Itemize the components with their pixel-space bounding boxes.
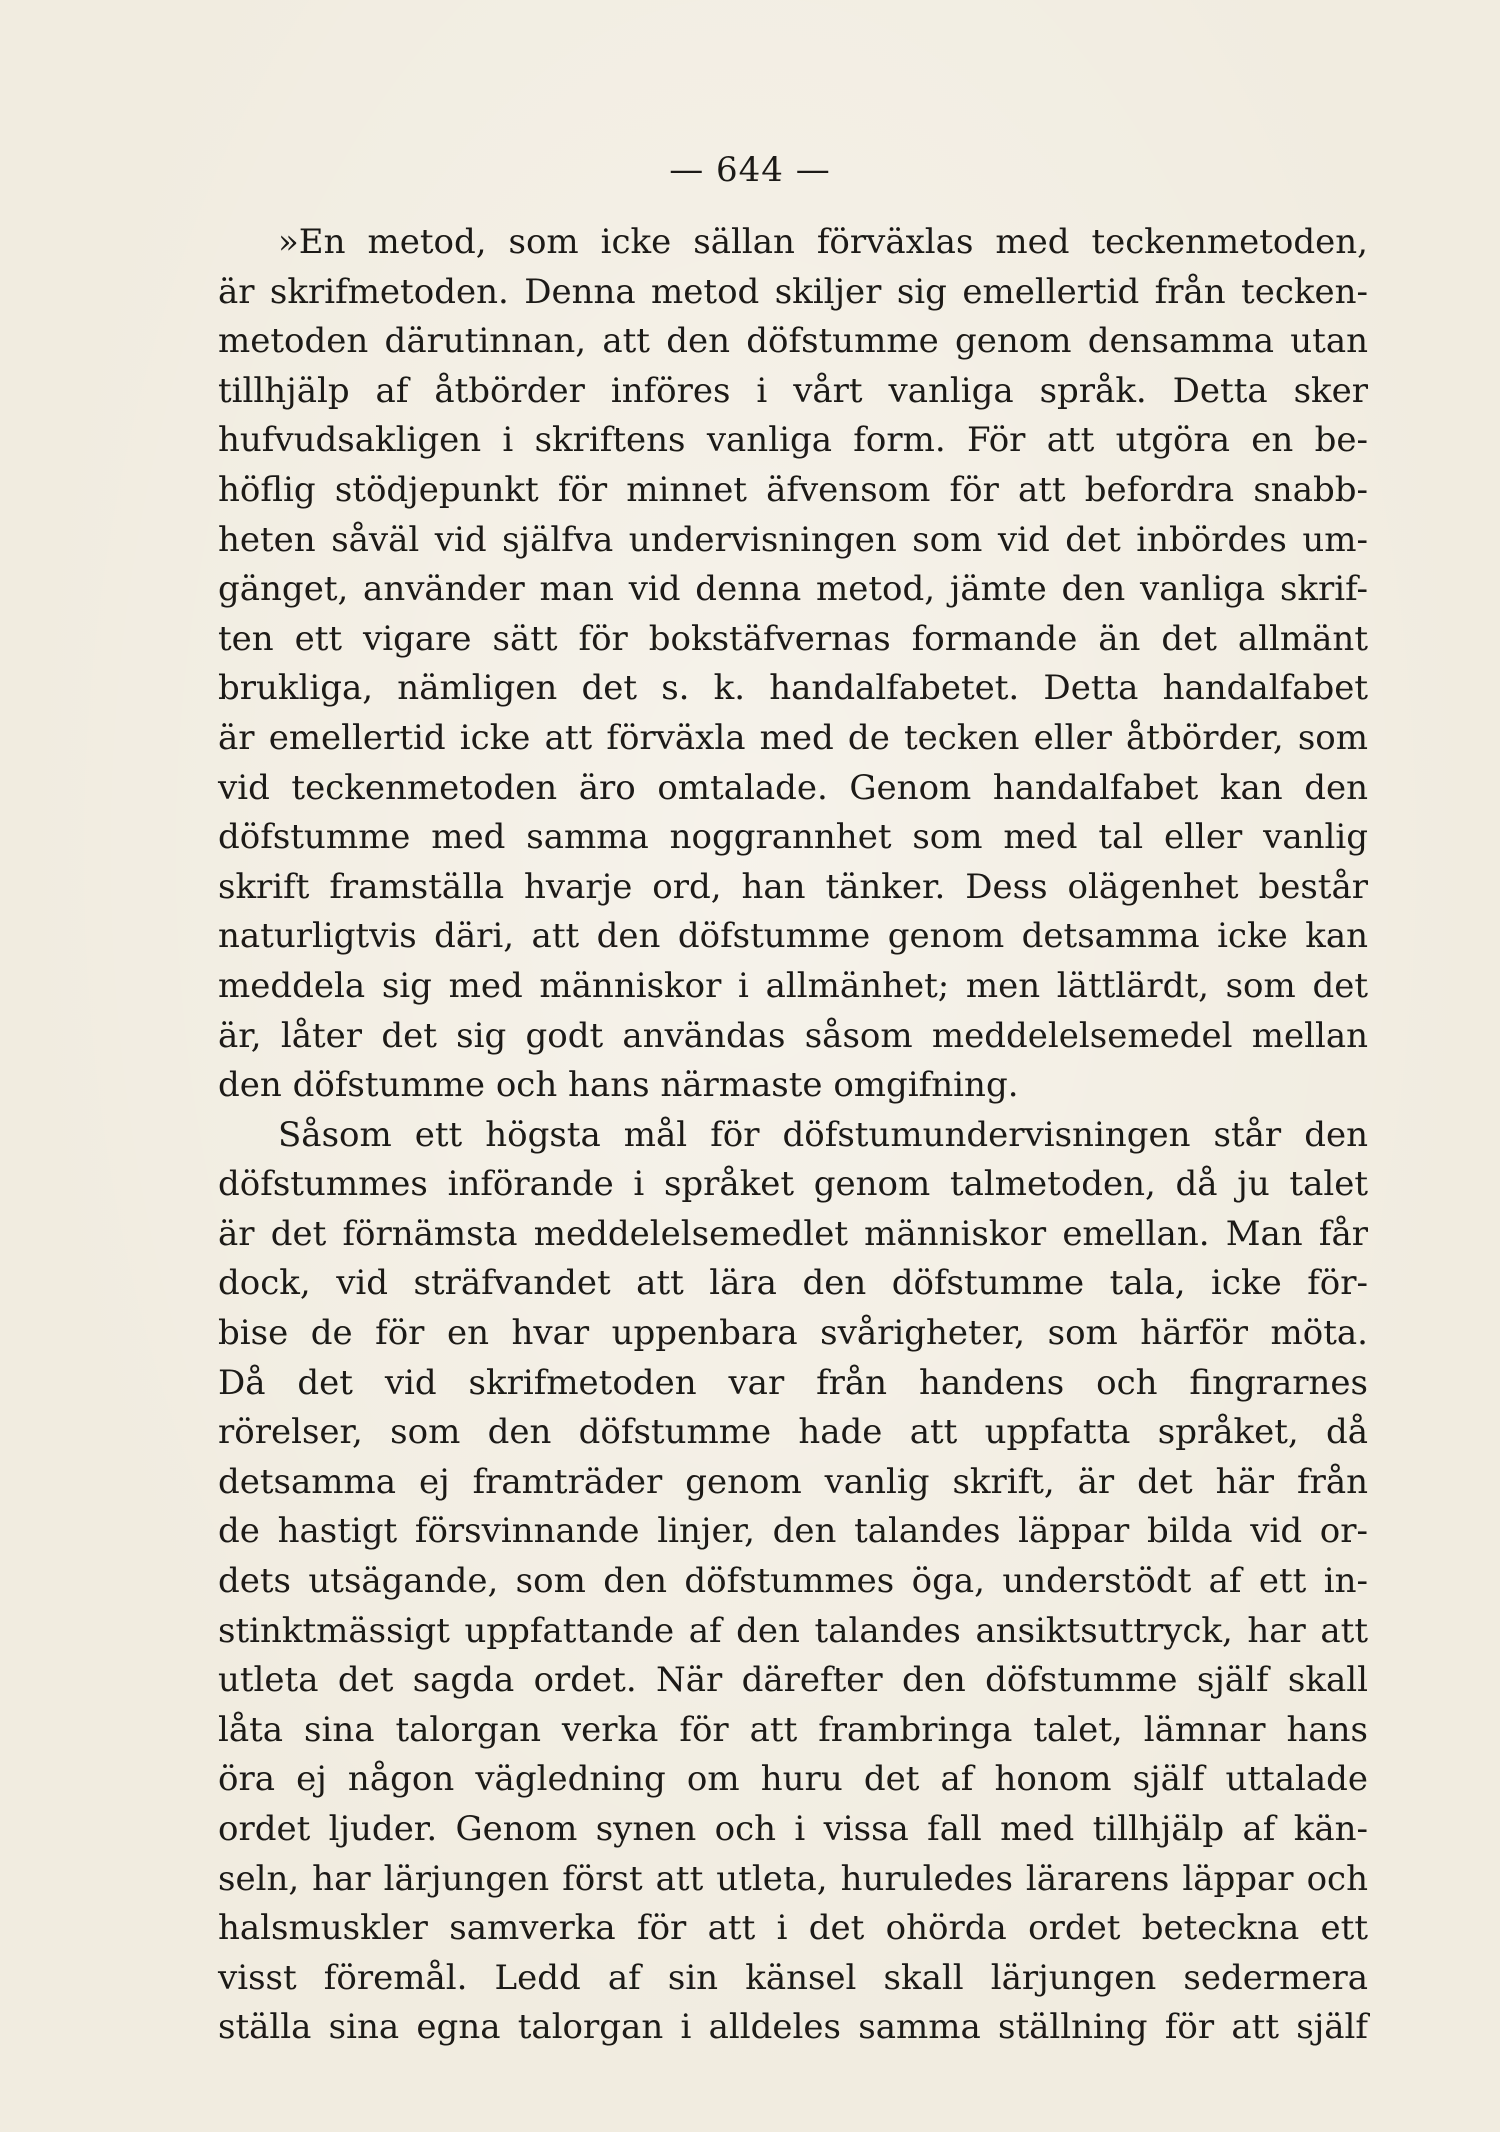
text-line: den döfstumme och hans närmaste omgifning. [218,1065,1019,1106]
text-line: skrift framställa hvarje ord, han tänker. Dess olägenhet består [218,866,1368,907]
text-line: heten såväl vid själfva undervisningen som vid det inbördes um- [218,519,1368,560]
text-line: höflig stödjepunkt för minnet äfvensom för att befordra snabb- [218,469,1368,510]
text-line: tillhjälp af åtbörder införes i vårt vanliga språk. Detta sker [218,370,1368,411]
text-line: döfstumme med samma noggrannhet som med tal eller vanlig [218,817,1368,858]
text-line: hufvudsakligen i skriftens vanliga form. För att utgöra en be- [218,420,1368,461]
text-line: Då det vid skrifmetoden var från handens och fingrarnes [218,1362,1368,1403]
text-line: är, låter det sig godt användas såsom meddelelsemedel mellan [218,1015,1368,1056]
text-line: Såsom ett högsta mål för döfstumundervisningen står den [278,1114,1368,1155]
text-line: de hastigt försvinnande linjer, den talandes läppar bilda vid or- [218,1511,1368,1552]
text-line: öra ej någon vägledning om huru det af honom själf uttalade [218,1759,1368,1800]
text-line: dock, vid sträfvandet att lära den döfstumme tala, icke för- [218,1263,1368,1304]
page-number: — 644 — [669,150,831,190]
body-text [218,218,1368,2053]
text-line: »En metod, som icke sällan förväxlas med teckenmetoden, [278,222,1368,262]
text-line: är det förnämsta meddelelsemedlet människor emellan. Man får [218,1213,1368,1254]
text-line: metoden därutinnan, att den döfstumme genom densamma utan [218,321,1368,362]
text-line: stinktmässigt uppfattande af den talandes ansiktsuttryck, har att [218,1610,1368,1651]
text-line: meddela sig med människor i allmänhet; men lättlärdt, som det [218,965,1368,1006]
text-line: ställa sina egna talorgan i alldeles samma ställning för att själf [218,2007,1368,2048]
text-line: dets utsägande, som den döfstummes öga, understödt af ett in- [218,1561,1368,1602]
text-line: gänget, använder man vid denna metod, jämte den vanliga skrif- [218,569,1368,610]
text-line: utleta det sagda ordet. När därefter den döfstumme själf skall [218,1660,1368,1701]
text-line: rörelser, som den döfstumme hade att uppfatta språket, då [218,1412,1368,1453]
text-line: vid teckenmetoden äro omtalade. Genom handalfabet kan den [218,767,1368,808]
text-line: detsamma ej framträder genom vanlig skrift, är det här från [218,1461,1368,1502]
text-line: seln, har lärjungen först att utleta, huruledes lärarens läppar och [218,1858,1368,1899]
text-line: bise de för en hvar uppenbara svårigheter, som härför möta. [218,1313,1368,1354]
text-line: döfstummes införande i språket genom talmetoden, då ju talet [218,1164,1368,1205]
text-line: är skrifmetoden. Denna metod skiljer sig emellertid från tecken- [218,271,1368,312]
text-line: är emellertid icke att förväxla med de tecken eller åtbörder, som [218,717,1368,758]
text-line: brukliga, nämligen det s. k. handalfabetet. Detta handalfabet [218,668,1368,709]
text-line: låta sina talorgan verka för att frambringa talet, lämnar hans [218,1709,1368,1750]
text-line: naturligtvis däri, att den döfstumme genom detsamma icke kan [218,916,1368,957]
text-line: halsmuskler samverka för att i det ohörda ordet beteckna ett [218,1908,1368,1949]
text-line: visst föremål. Ledd af sin känsel skall lärjungen sedermera [218,1957,1368,1998]
text-line: ten ett vigare sätt för bokstäfvernas formande än det allmänt [218,618,1368,659]
text-line: ordet ljuder. Genom synen och i vissa fall med tillhjälp af kän- [218,1809,1368,1849]
